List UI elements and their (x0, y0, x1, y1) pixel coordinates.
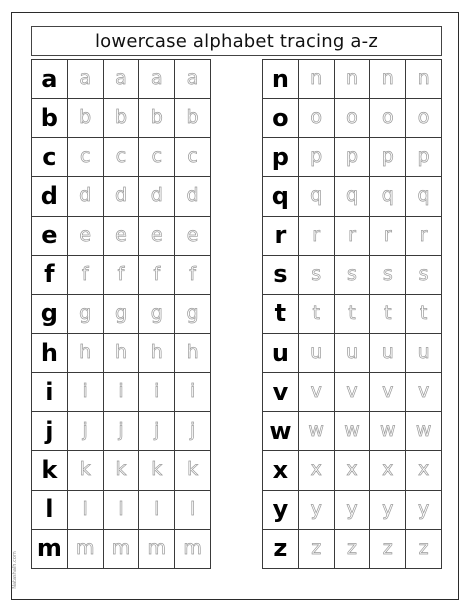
trace-letter: m (183, 536, 202, 559)
trace-letter: e (186, 223, 199, 246)
trace-cell[interactable] (370, 255, 406, 294)
trace-letter: b (79, 106, 92, 129)
trace-letter: z (418, 536, 429, 559)
trace-letter: m (75, 536, 95, 559)
trace-letter: r (383, 223, 392, 246)
trace-letter: d (114, 184, 128, 207)
trace-cell[interactable] (370, 60, 406, 99)
trace-cell[interactable] (103, 60, 139, 99)
trace-cell[interactable] (175, 451, 211, 490)
trace-letter: o (346, 106, 358, 129)
letter-row-a (32, 60, 211, 99)
trace-cell[interactable] (139, 333, 175, 372)
trace-letter: u (417, 341, 430, 364)
trace-cell[interactable] (298, 373, 334, 412)
trace-cell[interactable] (103, 490, 139, 529)
trace-cell[interactable] (175, 99, 211, 138)
trace-cell[interactable] (334, 60, 370, 99)
trace-letter: w (415, 419, 432, 442)
trace-letter: r (312, 223, 321, 246)
trace-cell[interactable] (334, 138, 370, 177)
trace-cell[interactable] (67, 294, 103, 333)
trace-letter: u (310, 341, 323, 364)
trace-cell[interactable] (334, 99, 370, 138)
trace-letter: b (150, 106, 163, 129)
trace-cell[interactable] (67, 99, 103, 138)
trace-letter: h (79, 341, 92, 364)
trace-letter: l (189, 497, 196, 520)
model-letter: s (273, 260, 288, 289)
trace-cell[interactable] (406, 216, 442, 255)
trace-cell[interactable] (334, 412, 370, 451)
model-letter-cell (263, 451, 299, 490)
trace-cell[interactable] (370, 216, 406, 255)
trace-letter: s (418, 262, 429, 285)
model-letter: h (40, 338, 58, 367)
trace-letter: q (345, 184, 359, 207)
trace-cell[interactable] (139, 412, 175, 451)
trace-cell[interactable] (67, 177, 103, 216)
trace-letter: k (79, 458, 91, 481)
trace-cell[interactable] (370, 177, 406, 216)
trace-cell[interactable] (298, 216, 334, 255)
trace-letter: e (79, 223, 92, 246)
trace-cell[interactable] (406, 529, 442, 568)
trace-cell[interactable] (103, 373, 139, 412)
model-letter: j (45, 416, 54, 445)
trace-cell[interactable] (406, 60, 442, 99)
letter-row-q (263, 177, 442, 216)
trace-letter: x (346, 458, 358, 481)
trace-letter: y (310, 497, 322, 520)
trace-letter: q (310, 184, 323, 207)
model-letter-cell (263, 60, 299, 99)
model-letter: q (271, 181, 289, 210)
worksheet-title: lowercase alphabet tracing a-z (31, 26, 442, 56)
trace-cell[interactable] (139, 451, 175, 490)
model-letter-cell (32, 294, 68, 333)
model-letter-cell (32, 177, 68, 216)
model-letter-cell (32, 60, 68, 99)
trace-letter: c (115, 145, 127, 168)
trace-cell[interactable] (103, 99, 139, 138)
trace-letter: i (118, 380, 124, 403)
model-letter: k (41, 455, 58, 484)
trace-cell[interactable] (334, 216, 370, 255)
trace-letter: d (150, 184, 163, 207)
trace-cell[interactable] (67, 255, 103, 294)
trace-letter: z (311, 536, 322, 559)
trace-cell[interactable] (175, 373, 211, 412)
trace-cell[interactable] (103, 216, 139, 255)
trace-cell[interactable] (298, 333, 334, 372)
trace-cell[interactable] (406, 373, 442, 412)
trace-letter: j (189, 419, 196, 442)
model-letter-cell (32, 373, 68, 412)
trace-cell[interactable] (103, 177, 139, 216)
model-letter: x (272, 455, 289, 484)
trace-cell[interactable] (406, 294, 442, 333)
trace-letter: r (348, 223, 356, 246)
trace-cell[interactable] (298, 60, 334, 99)
trace-letter: c (79, 145, 91, 168)
model-letter-cell (32, 412, 68, 451)
trace-letter: y (382, 497, 394, 520)
trace-cell[interactable] (67, 333, 103, 372)
model-letter: c (42, 142, 57, 171)
trace-letter: g (114, 301, 128, 324)
trace-cell[interactable] (175, 60, 211, 99)
model-letter-cell (263, 255, 299, 294)
trace-letter: e (115, 223, 127, 246)
trace-letter: c (187, 145, 198, 168)
model-letter-cell (32, 255, 68, 294)
model-letter-cell (32, 216, 68, 255)
letter-row-s (263, 255, 442, 294)
model-letter-cell (32, 490, 68, 529)
letter-row-w (263, 412, 442, 451)
trace-letter: w (380, 419, 396, 442)
trace-cell[interactable] (370, 333, 406, 372)
model-letter: e (41, 221, 58, 250)
trace-cell[interactable] (298, 177, 334, 216)
trace-cell[interactable] (406, 412, 442, 451)
trace-cell[interactable] (103, 451, 139, 490)
letter-row-t (263, 294, 442, 333)
trace-letter: j (118, 419, 124, 442)
trace-letter: t (348, 301, 356, 324)
trace-cell[interactable] (67, 216, 103, 255)
trace-cell[interactable] (334, 451, 370, 490)
trace-letter: e (150, 223, 163, 246)
trace-cell[interactable] (175, 490, 211, 529)
trace-cell[interactable] (67, 451, 103, 490)
trace-letter: l (82, 497, 88, 520)
trace-cell[interactable] (370, 99, 406, 138)
trace-letter: f (153, 262, 161, 285)
model-letter-cell (263, 99, 299, 138)
model-letter: l (45, 495, 54, 524)
model-letter-cell (32, 333, 68, 372)
trace-cell[interactable] (298, 294, 334, 333)
trace-cell[interactable] (103, 255, 139, 294)
trace-letter: v (346, 380, 358, 403)
trace-cell[interactable] (406, 333, 442, 372)
trace-cell[interactable] (67, 138, 103, 177)
trace-letter: r (419, 223, 428, 246)
trace-letter: g (79, 301, 92, 324)
trace-cell[interactable] (298, 138, 334, 177)
trace-letter: a (150, 67, 163, 90)
watermark (10, 548, 20, 592)
trace-cell[interactable] (103, 138, 139, 177)
model-letter: a (41, 64, 58, 93)
trace-letter: k (151, 458, 163, 481)
model-letter-cell (32, 99, 68, 138)
trace-letter: l (154, 497, 160, 520)
trace-cell[interactable] (370, 451, 406, 490)
watermark-text: Natashalh.com (12, 551, 18, 589)
model-letter-cell (263, 138, 299, 177)
trace-cell[interactable] (334, 490, 370, 529)
trace-letter: l (118, 497, 124, 520)
trace-cell[interactable] (298, 451, 334, 490)
model-letter: u (271, 338, 289, 367)
trace-letter: n (417, 67, 430, 90)
trace-cell[interactable] (370, 529, 406, 568)
trace-cell[interactable] (334, 333, 370, 372)
trace-cell[interactable] (67, 373, 103, 412)
trace-cell[interactable] (175, 177, 211, 216)
model-letter-cell (32, 451, 68, 490)
model-letter: y (272, 495, 289, 524)
trace-letter: p (381, 145, 394, 168)
letter-row-n (263, 60, 442, 99)
trace-cell[interactable] (334, 294, 370, 333)
trace-letter: s (382, 262, 393, 285)
letter-row-y (263, 490, 442, 529)
trace-cell[interactable] (103, 333, 139, 372)
trace-cell[interactable] (139, 177, 175, 216)
letter-row-f (32, 255, 211, 294)
trace-cell[interactable] (334, 529, 370, 568)
model-letter: v (272, 377, 289, 406)
trace-letter: t (312, 301, 320, 324)
trace-cell[interactable] (406, 255, 442, 294)
model-letter-cell (263, 177, 299, 216)
trace-letter: i (154, 380, 160, 403)
trace-cell[interactable] (139, 294, 175, 333)
trace-letter: w (344, 419, 360, 442)
trace-letter: p (310, 145, 323, 168)
trace-cell[interactable] (406, 138, 442, 177)
trace-cell[interactable] (298, 490, 334, 529)
letter-row-g (32, 294, 211, 333)
letter-row-j (32, 412, 211, 451)
trace-cell[interactable] (139, 490, 175, 529)
trace-letter: y (417, 497, 430, 520)
trace-cell[interactable] (334, 255, 370, 294)
trace-letter: b (114, 106, 128, 129)
trace-letter: g (186, 301, 199, 324)
trace-cell[interactable] (103, 294, 139, 333)
model-letter-cell (263, 294, 299, 333)
trace-letter: k (187, 458, 199, 481)
trace-cell[interactable] (406, 451, 442, 490)
trace-letter: f (81, 262, 89, 285)
model-letter-cell (263, 333, 299, 372)
trace-letter: h (186, 341, 199, 364)
trace-letter: s (311, 262, 322, 285)
trace-cell[interactable] (298, 412, 334, 451)
trace-cell[interactable] (175, 216, 211, 255)
trace-cell[interactable] (67, 412, 103, 451)
model-letter: m (36, 534, 62, 563)
trace-cell[interactable] (175, 255, 211, 294)
trace-cell[interactable] (175, 138, 211, 177)
trace-letter: i (189, 380, 196, 403)
model-letter-cell (263, 490, 299, 529)
model-letter: n (271, 64, 289, 93)
trace-letter: a (115, 67, 127, 90)
model-letter: f (44, 260, 55, 289)
trace-letter: h (150, 341, 163, 364)
trace-letter: y (346, 497, 358, 520)
trace-letter: m (111, 536, 131, 559)
trace-letter: d (186, 184, 199, 207)
trace-cell[interactable] (175, 333, 211, 372)
trace-cell[interactable] (370, 373, 406, 412)
letter-row-c (32, 138, 211, 177)
trace-letter: f (117, 262, 125, 285)
model-letter: w (269, 416, 292, 445)
trace-cell[interactable] (67, 490, 103, 529)
model-letter: p (271, 142, 289, 171)
trace-cell[interactable] (370, 412, 406, 451)
trace-letter: o (310, 106, 322, 129)
trace-letter: p (345, 145, 359, 168)
tracing-grid-right (262, 59, 442, 569)
letter-row-z (263, 529, 442, 568)
trace-cell[interactable] (103, 412, 139, 451)
trace-letter: z (347, 536, 357, 559)
trace-letter: a (186, 67, 199, 90)
trace-letter: k (115, 458, 127, 481)
trace-letter: i (82, 380, 88, 403)
trace-cell[interactable] (406, 177, 442, 216)
trace-cell[interactable] (139, 99, 175, 138)
trace-letter: n (381, 67, 394, 90)
letter-row-i (32, 373, 211, 412)
trace-letter: q (381, 184, 394, 207)
trace-cell[interactable] (139, 138, 175, 177)
trace-cell[interactable] (103, 529, 139, 568)
trace-cell[interactable] (175, 529, 211, 568)
model-letter: r (274, 221, 287, 250)
model-letter-cell (263, 216, 299, 255)
letter-row-o (263, 99, 442, 138)
trace-letter: t (419, 301, 428, 324)
trace-letter: x (382, 458, 394, 481)
trace-letter: a (79, 67, 92, 90)
trace-letter: t (384, 301, 392, 324)
trace-cell[interactable] (139, 255, 175, 294)
trace-letter: x (417, 458, 430, 481)
trace-letter: p (417, 145, 430, 168)
trace-letter: u (345, 341, 359, 364)
trace-cell[interactable] (298, 529, 334, 568)
letter-row-p (263, 138, 442, 177)
model-letter: o (272, 103, 289, 132)
trace-letter: b (186, 106, 199, 129)
trace-letter: o (417, 106, 430, 129)
trace-letter: s (347, 262, 357, 285)
letter-row-u (263, 333, 442, 372)
trace-letter: f (189, 262, 196, 285)
trace-letter: v (382, 380, 394, 403)
model-letter: b (40, 103, 58, 132)
trace-letter: n (345, 67, 359, 90)
trace-cell[interactable] (175, 294, 211, 333)
trace-letter: v (417, 380, 430, 403)
trace-cell[interactable] (67, 529, 103, 568)
trace-letter: x (310, 458, 322, 481)
trace-letter: j (154, 419, 160, 442)
trace-letter: q (417, 184, 430, 207)
trace-letter: m (147, 536, 167, 559)
letter-row-v (263, 373, 442, 412)
trace-cell[interactable] (334, 177, 370, 216)
trace-cell[interactable] (139, 216, 175, 255)
trace-cell[interactable] (139, 529, 175, 568)
trace-letter: c (151, 145, 163, 168)
trace-letter: u (381, 341, 394, 364)
trace-letter: d (79, 184, 92, 207)
model-letter: i (45, 377, 54, 406)
trace-letter: z (382, 536, 393, 559)
trace-cell[interactable] (139, 373, 175, 412)
letter-row-b (32, 99, 211, 138)
trace-cell[interactable] (175, 412, 211, 451)
trace-cell[interactable] (406, 99, 442, 138)
trace-cell[interactable] (298, 255, 334, 294)
trace-letter: g (150, 301, 163, 324)
letter-row-e (32, 216, 211, 255)
trace-cell[interactable] (370, 490, 406, 529)
model-letter: d (40, 181, 58, 210)
model-letter-cell (263, 412, 299, 451)
model-letter-cell (263, 529, 299, 568)
letter-row-m (32, 529, 211, 568)
letter-row-h (32, 333, 211, 372)
trace-letter: v (310, 380, 322, 403)
letter-row-k (32, 451, 211, 490)
letter-row-r (263, 216, 442, 255)
trace-letter: o (381, 106, 394, 129)
trace-cell[interactable] (370, 138, 406, 177)
model-letter-cell (32, 138, 68, 177)
letter-row-l (32, 490, 211, 529)
model-letter-cell (32, 529, 68, 568)
trace-cell[interactable] (67, 60, 103, 99)
model-letter: t (274, 299, 287, 328)
letter-row-x (263, 451, 442, 490)
model-letter: z (273, 534, 288, 563)
trace-letter: j (82, 419, 88, 442)
trace-cell[interactable] (406, 490, 442, 529)
model-letter: g (40, 299, 58, 328)
trace-cell[interactable] (370, 294, 406, 333)
tracing-grid-left (31, 59, 211, 569)
trace-letter: h (114, 341, 128, 364)
trace-cell[interactable] (334, 373, 370, 412)
trace-letter: w (308, 419, 324, 442)
trace-cell[interactable] (139, 60, 175, 99)
model-letter-cell (263, 373, 299, 412)
trace-cell[interactable] (298, 99, 334, 138)
letter-row-d (32, 177, 211, 216)
trace-letter: n (310, 67, 323, 90)
